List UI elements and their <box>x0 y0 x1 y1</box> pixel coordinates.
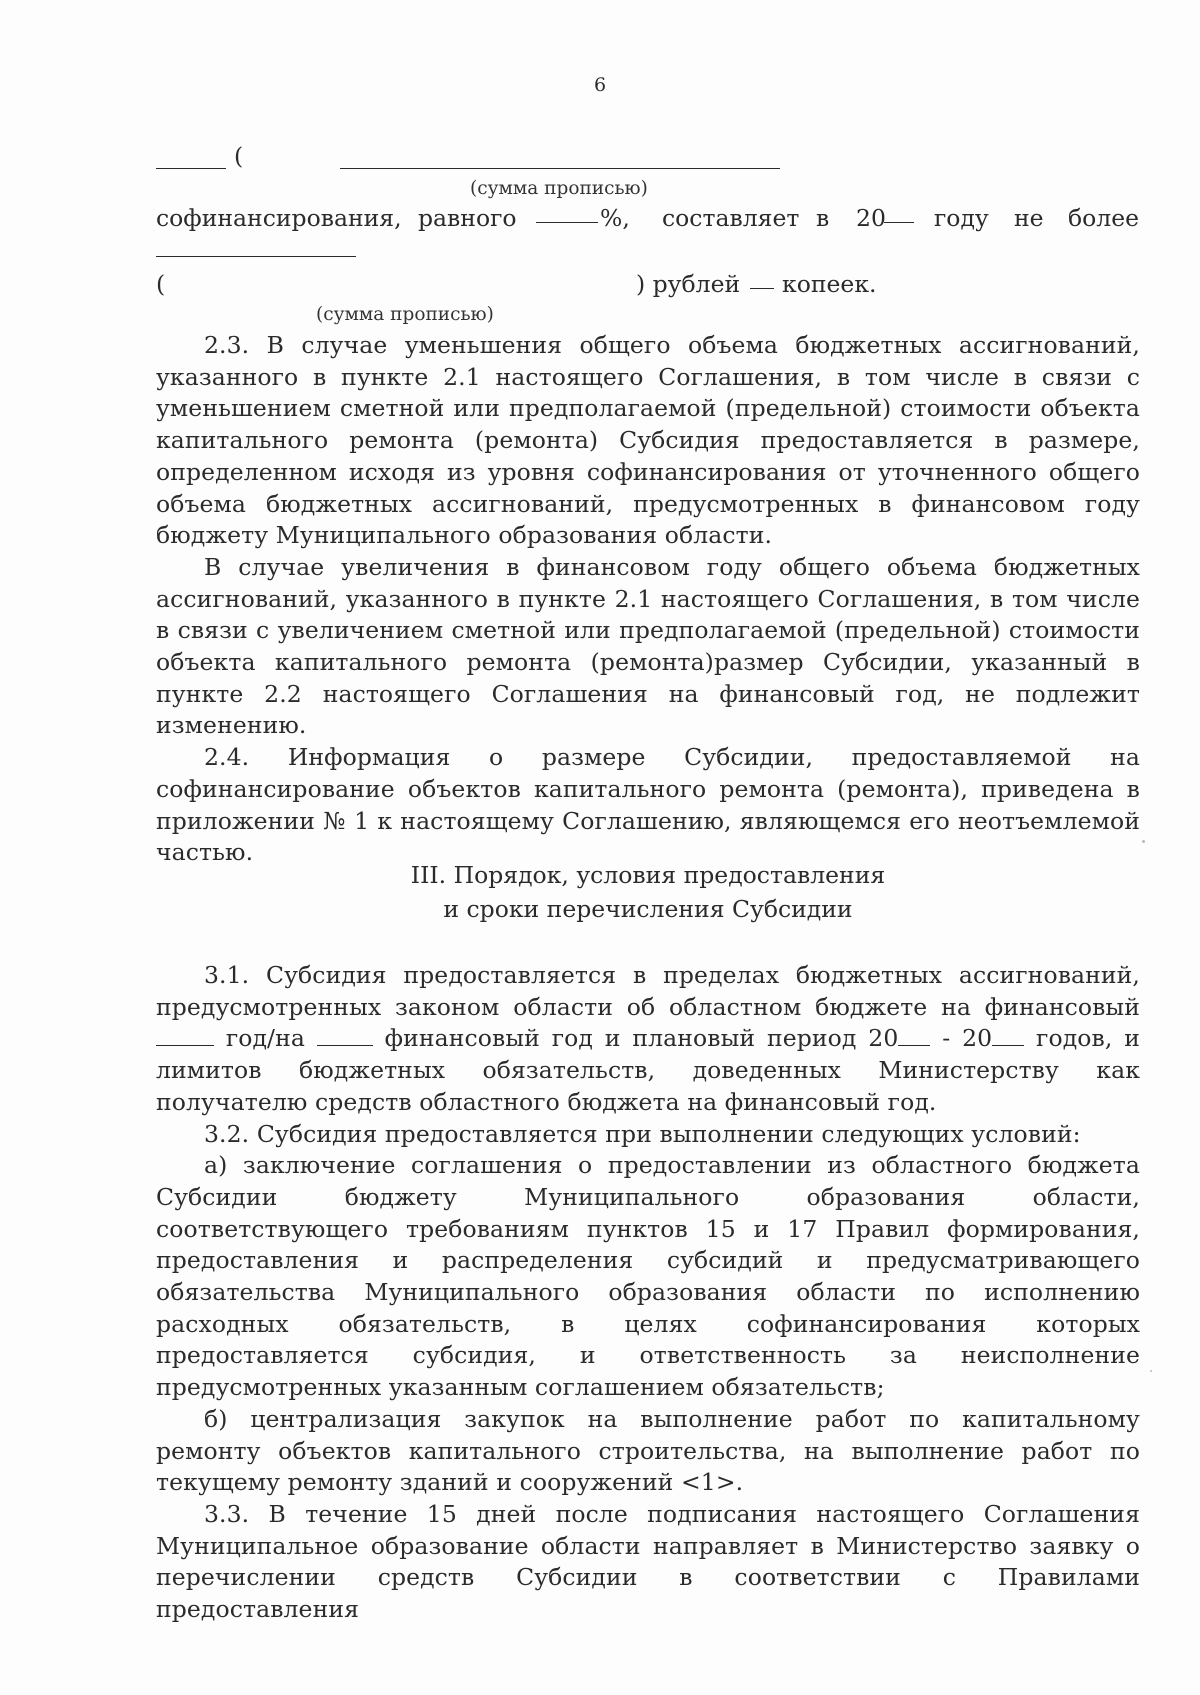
paragraph-3-1 <box>156 960 1140 1119</box>
blank-year-to <box>992 1027 1024 1046</box>
year-prefix: 20 <box>856 204 886 232</box>
blank-financial-year-2 <box>317 1027 373 1046</box>
blank-line-1 <box>156 142 1140 176</box>
blank-percent <box>536 202 598 223</box>
cofinancing-line <box>156 204 1140 236</box>
blank-kopecks <box>750 268 774 289</box>
open-paren-2: ( <box>156 270 166 298</box>
word: более <box>1068 204 1140 232</box>
section-2-text <box>156 330 1140 869</box>
paragraph-3-2: 3.2. Субсидия предоставляется при выполнении следующих условий: <box>204 1119 1081 1148</box>
blank-amount-words <box>340 148 780 169</box>
paragraph-3-2-a: а) заключение соглашения о предоставлении из областного бюджета Субсидии бюджету Муниципального образования области, соответствующего требованиям пунктов 15 и 17 Правил формирования, предоставления и распределения субсидий и предусматривающего обязательства Муниципального образования области по исполнению расходных обязательств, в целях софинансирования которых предоставляется субсидия, и ответственность за неисполнение предусмотренных указанным соглашением обязательств; <box>156 1151 1140 1402</box>
p-3-1-part-e: годов, и лимитов бюджетных обязательств, доведенных Министерству как получателю средств областного бюджета на финансовый год. <box>156 1024 1140 1116</box>
word: году <box>934 204 989 232</box>
caption-amount-words-2: (сумма прописью) <box>316 304 494 325</box>
paragraph-3-3: 3.3. В течение 15 дней после подписания настоящего Соглашения Муниципальное образование области направляет в Министерство заявку о перечислении средств Субсидии в соответствии с Правилами предоставления <box>156 1499 1140 1624</box>
word: равного <box>418 204 517 232</box>
word: в <box>816 204 830 232</box>
kopecks-label: копеек. <box>782 270 877 298</box>
open-paren-1: ( <box>234 142 244 170</box>
p-3-1-part-d: - 20 <box>942 1024 993 1053</box>
word: софинансирования, <box>156 204 402 232</box>
paragraph-increase: В случае увеличения в финансовом году общего объема бюджетных ассигнований, указанного в пункте 2.1 настоящего Соглашения, в том числе в связи с увеличением сметной или предполагаемой (предельной) стоимости объекта капитального ремонта (ремонта)размер Субсидии, указанный в пункте 2.2 настоящего Соглашения на финансовый год, не подлежит изменению. <box>156 552 1140 740</box>
blank-amount-digits-2 <box>156 236 356 257</box>
blank-financial-year <box>156 1027 214 1046</box>
blank-amount-digits <box>156 148 226 169</box>
heading-line-2: и сроки перечисления Субсидии <box>443 895 853 923</box>
word: %, <box>600 204 630 232</box>
p-3-1-part-c: финансовый год и плановый период 20 <box>384 1024 899 1053</box>
word: составляет <box>662 204 800 232</box>
p-3-1-part-a: 3.1. Субсидия предоставляется в пределах бюджетных ассигнований, предусмотренных законом области об областном бюджете на финансовый <box>156 961 1140 1021</box>
blank-line-2 <box>156 236 356 256</box>
scan-speck <box>1142 840 1145 843</box>
blank-year <box>884 202 914 223</box>
paragraph-3-2-b: б) централизация закупок на выполнение работ по капитальному ремонту объектов капитального строительства, на выполнение работ по текущему ремонту зданий и сооружений <1>. <box>156 1404 1140 1497</box>
page-number: 6 <box>593 74 607 96</box>
section-3-heading <box>156 858 1140 926</box>
roubles-label: ) рублей <box>636 270 741 298</box>
paragraph-2-4: 2.4. Информация о размере Субсидии, предоставляемой на софинансирование объектов капитального ремонта (ремонта), приведена в приложении № 1 к настоящему Соглашению, являющемся его неотъемлемой частью. <box>156 743 1140 867</box>
blank-year-from <box>898 1027 930 1046</box>
scan-speck <box>1150 1370 1152 1372</box>
word: не <box>1014 204 1044 232</box>
paragraph-2-3: 2.3. В случае уменьшения общего объема бюджетных ассигнований, указанного в пункте 2.1 настоящего Соглашения, в том числе в связи с уменьшением сметной или предполагаемой (предельной) стоимости объекта капитального ремонта (ремонта) Субсидия предоставляется в размере, определенном исходя из уровня софинансирования от уточненного общего объема бюджетных ассигнований, предусмотренных в финансовом году бюджету Муниципального образования области. <box>156 331 1140 550</box>
section-3-text <box>156 960 1140 1626</box>
caption-amount-words-1: (сумма прописью) <box>470 178 648 199</box>
roubles-line <box>156 270 1140 302</box>
p-3-1-part-b: год/на <box>225 1024 305 1053</box>
heading-line-1: III. Порядок, условия предоставления <box>410 861 886 889</box>
